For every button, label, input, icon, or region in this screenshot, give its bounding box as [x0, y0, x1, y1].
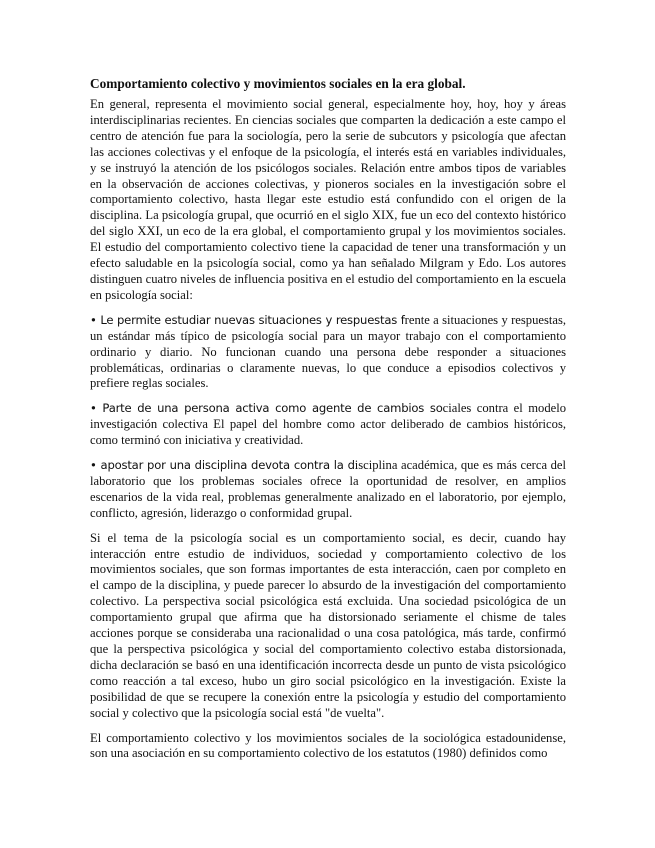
bullet-item-new-situations — [90, 313, 566, 393]
document-page — [90, 76, 566, 771]
bullet-lead: • Parte de una persona activa como agente de cambios so — [90, 401, 443, 416]
bullet-lead: • Le permite estudiar nuevas situaciones y respuestas f — [90, 312, 405, 327]
paragraph-social-psychology — [90, 531, 566, 722]
document-title: Comportamiento colectivo y movimientos sociales en la era global. — [90, 76, 466, 91]
bullet-item-active-agent — [90, 401, 566, 449]
paragraph-intro — [90, 97, 566, 304]
bullet-text: ciales contra el modelo investigación colectiva El papel del hombre como actor deliberado de cambios históricos, como terminó con iniciativa y creatividad. — [90, 401, 566, 448]
paragraph-text: El comportamiento colectivo y los movimientos sociales de la sociológica estadounidense, son una asociación en su comportamiento colectivo de los estatutos (1980) definidos como — [90, 730, 566, 761]
bullet-text: isciplina académica, que es más cerca del laboratorio que los problemas sociales ofrece la oportunidad de resolver, en amplios escenarios de la vida real, problemas generalmente analizado en el laboratorio, por ejemplo, conflicto, agresión, liderazgo o conformidad grupal. — [90, 458, 566, 520]
paragraph-text: Si el tema de la psicología social es un comportamiento social, es decir, cuando hay interacción entre estudio de individuos, sociedad y comportamiento colectivo de los movimientos sociales, que son formas importantes de esta interacción, caen por completo en el campo de la disciplina, y puede parecer lo absurdo de la investigación del comportamiento colectivo. La perspectiva social psicológica está excluida. Una sociedad psicológica de un comportamiento grupal que afirma que ha distorsionado seriamente el chisme de tales acciones porque se consideraba una racionalidad o una cosa patológica, más tarde, confirmó que la perspectiva psicológica y social del comportamiento colectivo estaba distorsionada, dicha declaración se basó en una identificación incorrecta desde un punto de vista psicológico como reacción a tal exceso, hubo un giro social psicológico en la investigación. Existe la posibilidad de que se recupere la conexión entre la psicología y estudio del comportamiento social y colectivo que la psicología social está "de vuelta". — [90, 530, 566, 720]
bullet-lead: • apostar por una disciplina devota contra la d — [90, 458, 355, 473]
bullet-text: rente a situaciones y respuestas, un estándar más típico de psicología social para un mayor trabajo con el comportamiento ordinario y diario. No funcionan cuando una persona debe responder a situaciones problemáticas, ordinarias o claramente nuevas, lo que conduce a episodios colectivos y prefiere reglas sociales. — [90, 312, 567, 391]
paragraph-text: En general, representa el movimiento social general, especialmente hoy, hoy, hoy y áreas interdisciplinarias recientes. En ciencias sociales que comparten la dedicación a este campo el centro de atención fue para la sociología, pero la serie de subcutors y psicología que afectan las acciones colectivas y el enfoque de la psicología, el interés está en variables individuales, y se instruyó la atención de los psicólogos sociales. Relación entre ambos tipos de variables en la observación de acciones colectivas, y pioneros sociales en la investigación sobre el comportamiento colectivo, hasta llegar este estudio está confundido con el origen de la disciplina. La psicología grupal, que ocurrió en el siglo XIX, fue un eco del contexto histórico del siglo XXI, un eco de la era global, el comportamiento grupal y los movimientos sociales. El estudio del comportamiento colectivo tiene la capacidad de tener una transformación y un efecto saludable en la psicología social, como ya han señalado Milgram y Edo. Los autores distinguen cuatro niveles de influencia positiva en el estudio del comportamiento en la escuela en psicología social: — [90, 97, 566, 302]
bullet-item-devoted-discipline — [90, 458, 566, 522]
paragraph-american-sociology — [90, 731, 566, 763]
